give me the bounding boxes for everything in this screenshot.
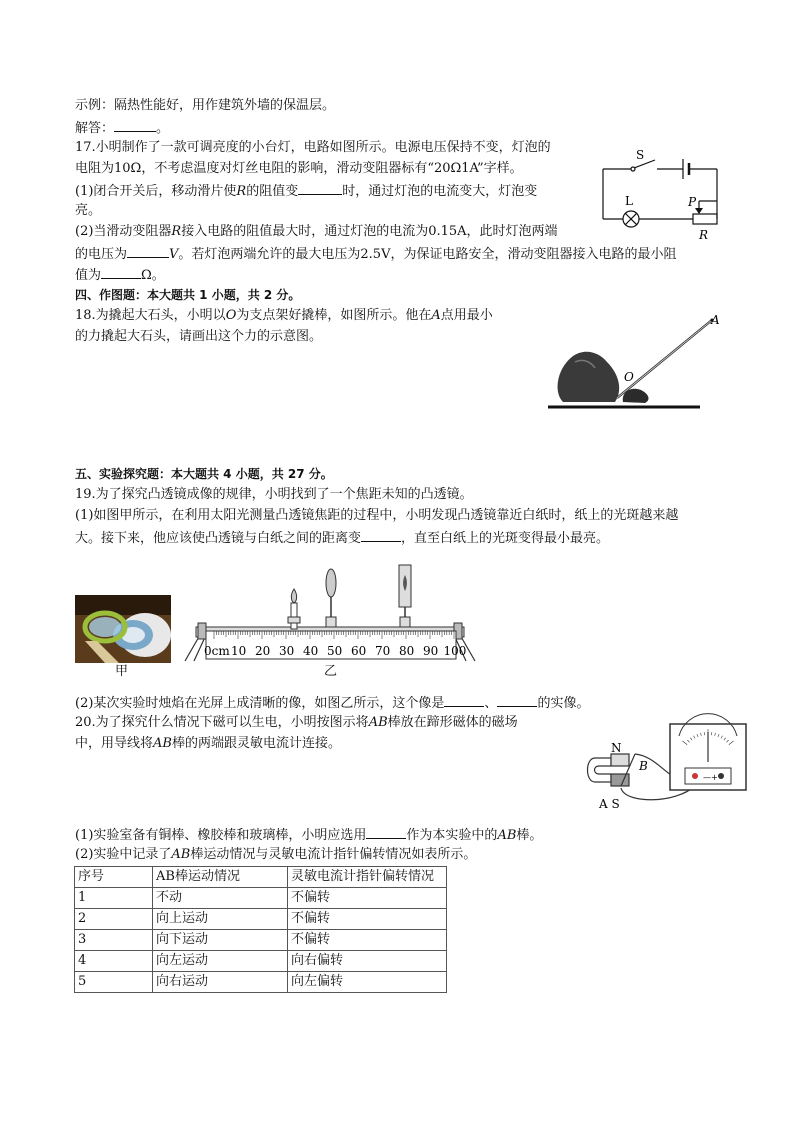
table-cell: 向右运动 bbox=[153, 972, 288, 993]
circuit-label-l: L bbox=[625, 194, 633, 208]
bench-tick-label: 100 bbox=[443, 644, 467, 658]
section5-heading: 五、实验探究题：本大题共 4 小题，共 27 分。 bbox=[75, 467, 333, 481]
table-row bbox=[75, 951, 447, 972]
q17-line2: 电阻为10Ω，不考虑温度对灯丝电阻的影响，滑动变阻器标有“20Ω1A”字样。 bbox=[75, 161, 523, 176]
q19-part1-line2: 大。接下来，他应该使凸透镜与白纸之间的距离变 ，直至白纸上的光斑变得最小最亮。 bbox=[75, 527, 609, 549]
table-cell: 不偏转 bbox=[288, 909, 447, 930]
q20-part1: (1)实验室备有铜棒、橡胶棒和玻璃棒，小明应选用 作为本实验中的AB棒。 bbox=[75, 824, 542, 846]
table-row bbox=[75, 930, 447, 951]
example-text: 示例：隔热性能好，用作建筑外墙的保温层。 bbox=[75, 98, 336, 113]
q19-stem: 19.为了探究凸透镜成像的规律，小明找到了一个焦距未知的凸透镜。 bbox=[75, 487, 473, 502]
magnet-label-n: N bbox=[611, 741, 622, 755]
table-row bbox=[75, 888, 447, 909]
optical-bench bbox=[180, 565, 480, 665]
circuit-label-p: P bbox=[688, 195, 697, 209]
bench-tick-label: 0cm bbox=[204, 644, 230, 658]
table-header-cell: 灵敏电流计指针偏转情况 bbox=[288, 867, 447, 888]
bench-tick-label: 30 bbox=[279, 644, 295, 658]
q17-part2: (2)当滑动变阻器R接入电路的阻值最大时，通过灯泡的电流为0.15A，此时灯泡两端 bbox=[75, 224, 558, 239]
bench-tick-label: 40 bbox=[303, 644, 319, 658]
table-cell: 1 bbox=[75, 888, 153, 909]
rod-label-as: A S bbox=[599, 797, 620, 811]
q19-part2: (2)某次实验时烛焰在光屏上成清晰的像，如图乙所示，这个像是 、 的实像。 bbox=[75, 692, 589, 714]
q17-part2-line3: 值为 Ω。 bbox=[75, 264, 165, 286]
table-cell: 5 bbox=[75, 972, 153, 993]
q18-line2: 的力撬起大石头，请画出这个力的示意图。 bbox=[75, 329, 323, 344]
bench-caption-yi: 乙 bbox=[324, 664, 338, 679]
induction-figure bbox=[585, 720, 755, 816]
table-cell: 向上运动 bbox=[153, 909, 288, 930]
circuit-diagram bbox=[595, 145, 730, 245]
bench-tick-label: 10 bbox=[231, 644, 247, 658]
q17-part1-cont: 亮。 bbox=[75, 203, 102, 218]
bench-tick-label: 20 bbox=[255, 644, 271, 658]
example-answer: 解答： 。 bbox=[75, 117, 169, 139]
answer-blank[interactable] bbox=[114, 117, 156, 132]
q19-blank-3[interactable] bbox=[497, 692, 537, 707]
circuit-label-s: S bbox=[636, 148, 645, 162]
q20-line2: 中，用导线将AB棒的两端跟灵敏电流计连接。 bbox=[75, 736, 341, 751]
q19-blank-2[interactable] bbox=[444, 692, 484, 707]
q17-part2-line2: 的电压为 V。若灯泡两端允许的最大电压为2.5V，为保证电路安全，滑动变阻器接入电路的最小阻 bbox=[75, 243, 676, 265]
table-cell: 向右偏转 bbox=[288, 951, 447, 972]
section4-heading: 四、作图题：本大题共 1 小题，共 2 分。 bbox=[75, 288, 301, 302]
results-table bbox=[74, 866, 447, 993]
bench-tick-label: 90 bbox=[423, 644, 439, 658]
q17-blank-1[interactable] bbox=[298, 180, 342, 195]
table-cell: 2 bbox=[75, 909, 153, 930]
lever-figure bbox=[545, 310, 725, 410]
lens-photo bbox=[75, 595, 171, 663]
q19-blank-1[interactable] bbox=[361, 527, 401, 542]
rod-label-b: B bbox=[639, 759, 648, 773]
table-cell: 4 bbox=[75, 951, 153, 972]
table-row bbox=[75, 972, 447, 993]
table-header-cell: 序号 bbox=[75, 867, 153, 888]
bench-tick-label: 70 bbox=[375, 644, 391, 658]
bench-tick-label: 60 bbox=[351, 644, 367, 658]
table-header-row bbox=[75, 867, 447, 888]
table-row bbox=[75, 909, 447, 930]
bench-tick-label: 50 bbox=[327, 644, 343, 658]
circuit-label-r: R bbox=[699, 228, 709, 242]
table-cell: 向下运动 bbox=[153, 930, 288, 951]
table-cell: 不动 bbox=[153, 888, 288, 909]
q17-part1: (1)闭合开关后，移动滑片使R的阻值变 时，通过灯泡的电流变大，灯泡变 bbox=[75, 180, 537, 202]
svg-text:—+: —+ bbox=[703, 773, 718, 782]
table-cell: 向左偏转 bbox=[288, 972, 447, 993]
q20-blank-1[interactable] bbox=[366, 824, 406, 839]
q18-line1: 18.为撬起大石头，小明以O为支点架好撬棒，如图所示。他在A点用最小 bbox=[75, 308, 493, 323]
photo-caption-jia: 甲 bbox=[115, 664, 129, 679]
q17-line1: 17.小明制作了一款可调亮度的小台灯，电路如图所示。电源电压保持不变，灯泡的 bbox=[75, 140, 551, 155]
bench-tick-label: 80 bbox=[399, 644, 415, 658]
table-header-cell: AB棒运动情况 bbox=[153, 867, 288, 888]
table-cell: 3 bbox=[75, 930, 153, 951]
table-cell: 不偏转 bbox=[288, 888, 447, 909]
table-cell: 不偏转 bbox=[288, 930, 447, 951]
lever-label-o: O bbox=[624, 370, 634, 384]
q20-part2: (2)实验中记录了AB棒运动情况与灵敏电流计指针偏转情况如表所示。 bbox=[75, 847, 477, 862]
q17-blank-2[interactable] bbox=[127, 243, 169, 258]
q17-blank-3[interactable] bbox=[101, 264, 141, 279]
q20-line1: 20.为了探究什么情况下磁可以生电，小明按图示将AB棒放在蹄形磁体的磁场 bbox=[75, 715, 518, 730]
lever-label-a: A bbox=[711, 313, 720, 327]
table-cell: 向左运动 bbox=[153, 951, 288, 972]
q19-part1-line1: (1)如图甲所示，在利用太阳光测量凸透镜焦距的过程中，小明发现凸透镜靠近白纸时，纸上的光斑越来越 bbox=[75, 508, 679, 523]
